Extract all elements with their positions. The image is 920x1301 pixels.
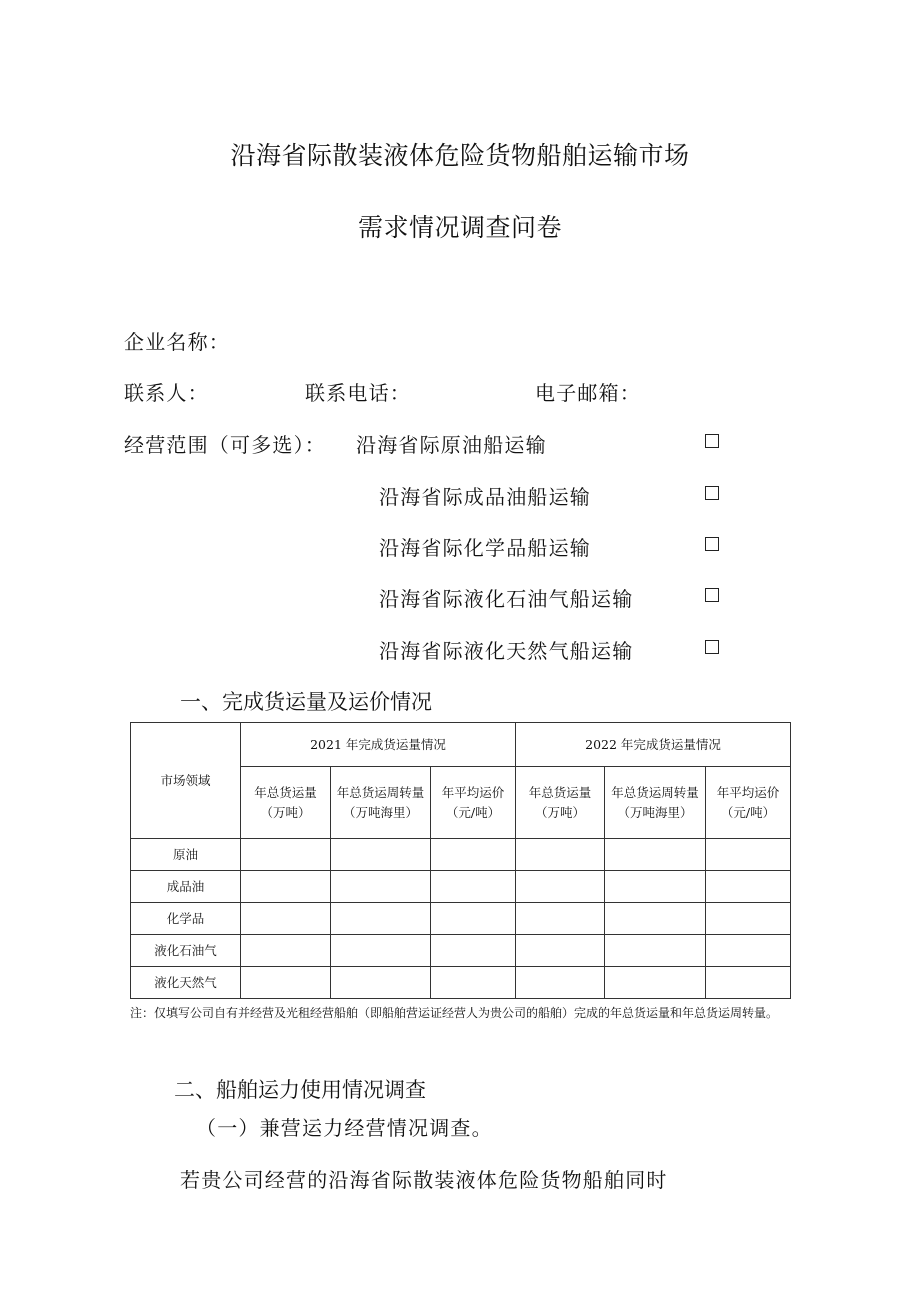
table-row [131,903,791,935]
table-footnote: 注：仅填写公司自有并经营及光租经营船舶（即船舶营运证经营人为贵公司的船舶）完成的年总货运量和年总货运周转量。 [130,1006,779,1020]
table-cell[interactable] [241,935,331,967]
scope-option-chemical: 沿海省际化学品船运输 [379,536,591,560]
checkbox-lng[interactable] [705,640,719,654]
col-header-annual-volume-2022: 年总货运量（万吨） [516,767,605,839]
table-cell[interactable] [331,903,431,935]
table-cell[interactable] [605,935,706,967]
group-header-2021: 2021 年完成货运量情况 [241,723,516,767]
table-cell[interactable] [331,967,431,999]
freight-volume-table [130,722,791,999]
table-row [131,871,791,903]
table-cell[interactable] [331,839,431,871]
company-name-label: 企业名称： [124,330,230,354]
table-cell[interactable] [516,967,605,999]
table-cell[interactable] [516,903,605,935]
row-label-lng: 液化天然气 [131,967,241,999]
col-header-avg-price-2021: 年平均运价（元/吨） [431,767,516,839]
scope-option-crude-oil: 沿海省际原油船运输 [356,433,547,457]
table-cell[interactable] [605,967,706,999]
table-cell[interactable] [241,839,331,871]
checkbox-chemical[interactable] [705,537,719,551]
checkbox-product-oil[interactable] [705,486,719,500]
table-row [131,935,791,967]
table-cell[interactable] [431,935,516,967]
table-cell[interactable] [706,903,791,935]
row-label-lpg: 液化石油气 [131,935,241,967]
row-header-market-area: 市场领域 [131,723,241,839]
table-cell[interactable] [241,903,331,935]
checkbox-lpg[interactable] [705,588,719,602]
col-header-turnover-2021: 年总货运周转量（万吨海里） [331,767,431,839]
row-label-product-oil: 成品油 [131,871,241,903]
page-title-line2: 需求情况调查问卷 [357,213,562,242]
table-cell[interactable] [516,839,605,871]
row-label-crude-oil: 原油 [131,839,241,871]
table-cell[interactable] [431,839,516,871]
table-cell[interactable] [331,871,431,903]
table-cell[interactable] [605,839,706,871]
table-cell[interactable] [706,967,791,999]
business-scope-label: 经营范围（可多选）： [124,433,326,457]
page-title-line1: 沿海省际散装液体危险货物船舶运输市场 [230,141,690,170]
row-label-chemical: 化学品 [131,903,241,935]
table-cell[interactable] [331,935,431,967]
scope-option-lpg: 沿海省际液化石油气船运输 [379,587,634,611]
contact-person-label: 联系人： [124,381,209,405]
table-cell[interactable] [706,935,791,967]
col-header-turnover-2022: 年总货运周转量（万吨海里） [605,767,706,839]
table-cell[interactable] [516,935,605,967]
table-cell[interactable] [431,903,516,935]
table-cell[interactable] [516,871,605,903]
table-cell[interactable] [431,871,516,903]
section2-paragraph: 若贵公司经营的沿海省际散装液体危险货物船舶同时 [180,1168,668,1192]
scope-option-lng: 沿海省际液化天然气船运输 [379,639,634,663]
col-header-avg-price-2022: 年平均运价（元/吨） [706,767,791,839]
checkbox-crude-oil[interactable] [705,434,719,448]
section2-subheading: （一）兼营运力经营情况调查。 [196,1116,493,1140]
table-cell[interactable] [605,903,706,935]
table-cell[interactable] [241,967,331,999]
table-row [131,839,791,871]
table-cell[interactable] [706,871,791,903]
scope-option-product-oil: 沿海省际成品油船运输 [379,485,591,509]
table-cell[interactable] [605,871,706,903]
contact-phone-label: 联系电话： [305,381,411,405]
section2-heading: 二、船舶运力使用情况调查 [174,1078,426,1102]
email-label: 电子邮箱： [535,381,641,405]
table-cell[interactable] [706,839,791,871]
section1-heading: 一、完成货运量及运价情况 [180,690,432,714]
table-cell[interactable] [431,967,516,999]
group-header-2022: 2022 年完成货运量情况 [516,723,791,767]
table-row [131,967,791,999]
table-cell[interactable] [241,871,331,903]
col-header-annual-volume-2021: 年总货运量（万吨） [241,767,331,839]
